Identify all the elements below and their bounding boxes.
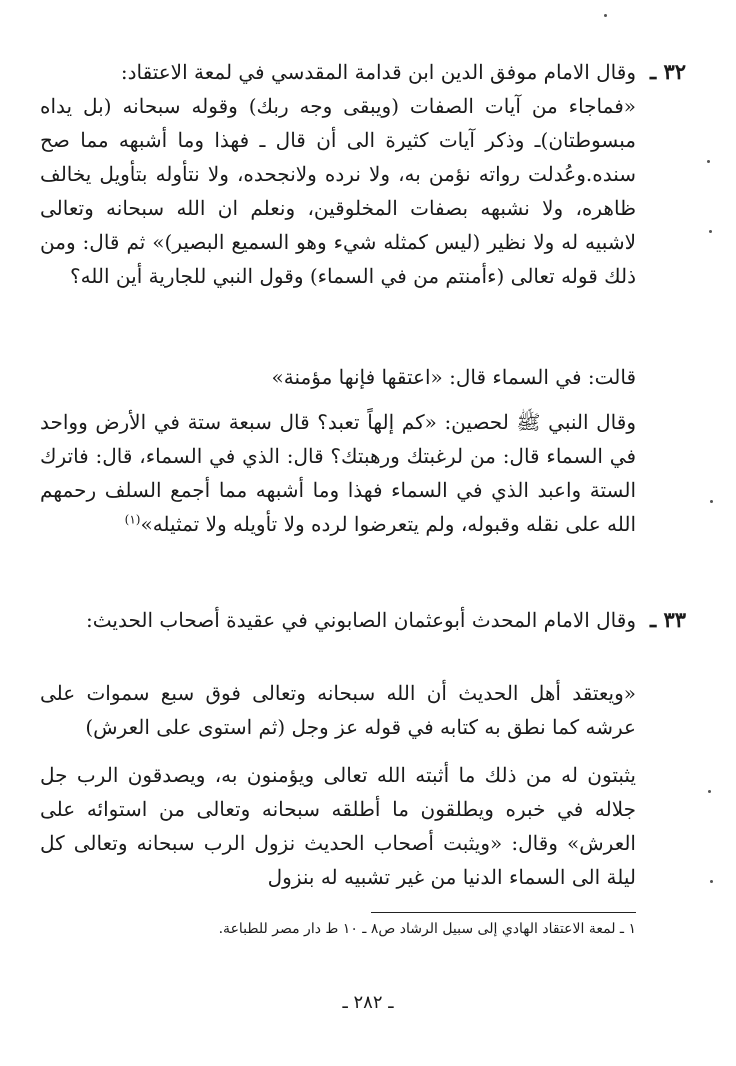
footnote: ١ ـ لمعة الاعتقاد الهادي إلى سبيل الرشاد ص٨ ـ ١٠ ط دار مصر للطباعة. — [218, 921, 636, 937]
scan-speck — [708, 790, 711, 793]
paragraph — [40, 89, 636, 293]
footnote-divider — [371, 912, 636, 913]
paragraph: يثبتون له من ذلك ما أثبته الله تعالى ويؤمنون به، ويصدقون الرب جل جلاله في خبره ويطلقون ما أطلقه سبحانه وتعالى من استوائه على العرش» وقال: «ويثبت أصحاب الحديث نزول الرب سبحانه وتعالى كل ليلة الى السماء الدنيا من غير تشبيه له بنزول — [40, 763, 636, 889]
section-number: ٣٢ ـ — [649, 59, 686, 84]
section-heading: وقال الامام المحدث أبوعثمان الصابوني في عقيدة أصحاب الحديث: — [86, 608, 636, 632]
section-heading: وقال الامام موفق الدين ابن قدامة المقدسي في لمعة الاعتقاد: — [120, 60, 636, 84]
paragraph-text: وقال النبي ﷺ لحصين: «كم إلهاً تعبد؟ قال سبعة ستة في الأرض وواحد في السماء قال: من لرغبتك ورهبتك؟ قال: الذي في السماء، قال: فاترك الستة واعبد الذي في السماء فهذا وما أشبهه مما أجمع السلف رحمهم الله على نقله وقبوله، ولم يتعرضوا لرده ولا تأويله ولا تمثيله» — [40, 410, 636, 536]
scan-speck — [710, 880, 713, 883]
section-number: ٣٣ ـ — [649, 607, 686, 632]
scan-speck — [709, 230, 712, 233]
scan-speck — [710, 500, 713, 503]
page-number: ـ ٢٨٢ ـ — [342, 992, 394, 1013]
scan-speck — [604, 14, 607, 17]
paragraph: «ويعتقد أهل الحديث أن الله سبحانه وتعالى فوق سبع سموات على عرشه كما نطق به كتابه في قوله عز وجل (ثم استوى على العرش) — [40, 681, 636, 739]
paragraph-text: «فماجاء من آيات الصفات (ويبقى وجه ربك) وقوله سبحانه (بل يداه مبسوطتان)ـ وذكر آيات كثيرة الى أن قال ـ فهذا وما أشبهه مما صح سنده.وعُدلت رواته نؤمن به، ولا نرده ولانجحده، ولا نتأوله بتأويل يخالف ظاهره، ولا نشبهه بصفات المخلوقين، ونعلم ان الله سبحانه وتعالى لاشبيه له ولا نظير (ليس كمثله شيء وهو السميع البصير)» ثم قال: ومن ذلك قوله تعالى (ءأمنتم من في السماء) وقول النبي للجارية أين الله؟ — [40, 94, 636, 288]
paragraph: قالت: في السماء قال: «اعتقها فإنها مؤمنة» — [271, 365, 636, 389]
footnote-reference[interactable]: (١) — [124, 512, 141, 527]
paragraph — [40, 405, 636, 541]
scan-speck — [707, 160, 710, 163]
